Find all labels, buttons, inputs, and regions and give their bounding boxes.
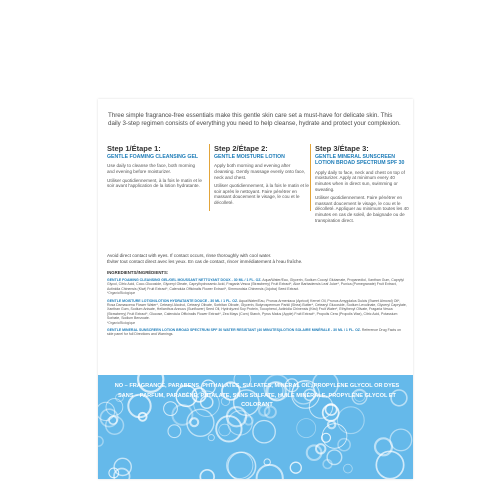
step-1-heading: Step 1/Étape 1: bbox=[107, 144, 161, 153]
claim-en: NO – FRAGRANCE, PARABENS, PHTHALATES, SULFATES, MINERAL OIL, PROPYLENE GLYCOL OR DYES bbox=[114, 383, 400, 389]
bubble bbox=[227, 452, 253, 478]
bubble bbox=[168, 425, 181, 438]
ingredient-product-name: GENTLE MINERAL SUNSCREEN LOTION BROAD SPECTRUM SPF 30 WATER RESISTANT (40 MINUTES)/LOTION SOLAIRE MINÉRALE - 30 ML / 1 FL. OZ. bbox=[107, 328, 361, 333]
bubble bbox=[257, 465, 283, 479]
bubble bbox=[390, 429, 412, 451]
step-3 bbox=[310, 144, 409, 223]
step-1-instructions-fr: Utiliser quotidiennement, à la fois le matin et le soir avant l'application de la lotion hydratante. bbox=[107, 177, 202, 189]
step-2-product: GENTLE MOISTURE LOTION bbox=[214, 154, 285, 160]
step-3-instructions-en: Apply daily to face, neck and chest on top of moisturizer. Apply at minimum every 40 minutes when in direct sun, swimming or sweating. bbox=[315, 169, 405, 192]
free-from-claims bbox=[112, 382, 402, 411]
ingredients-heading: INGREDIENTS/INGRÉDIENTS: bbox=[107, 270, 169, 275]
claim-fr: SANS – PARFUM, PARABÈNE, PHTALATE, SANS SULFATE, HUILE MINÉRALE, PROPYLÈNE GLYCOL ET COLORANT bbox=[118, 392, 396, 408]
step-2-instructions-fr: Utiliser quotidiennement, à la fois le matin et le soir après le nettoyant. Faire pénétrer en massant doucement le visage, le cou et le décolleté. bbox=[214, 183, 309, 205]
step-2 bbox=[209, 144, 310, 211]
bubble bbox=[208, 435, 214, 441]
bubble bbox=[228, 452, 256, 479]
step-1 bbox=[107, 144, 203, 211]
ingredient-note: *Organic/Biologique bbox=[107, 320, 136, 325]
step-3-heading: Step 3/Étape 3: bbox=[315, 144, 369, 153]
intro-text: Three simple fragrance-free essentials make this gentle skin care set a must-have for delicate skin. This daily 3-step regimen consists of everything you need to help cleanse, hydrate and protect your complexion. bbox=[108, 112, 401, 128]
step-3-product: GENTLE MINERAL SUNSCREEN LOTION BROAD SPECTRUM SPF 30 bbox=[315, 154, 405, 167]
bubble bbox=[190, 418, 198, 426]
ingredient-note: *Organic/Biologique bbox=[107, 291, 136, 296]
ingredient-list: Reference Drug Facts on side panel for full Directions and Warnings. bbox=[107, 328, 401, 337]
ingredient-block bbox=[107, 299, 407, 325]
ingredients-section bbox=[107, 270, 407, 340]
bubble bbox=[200, 470, 214, 479]
bubble bbox=[327, 450, 342, 465]
ingredient-list: Aqua/Water/Eau, Glycerin, Sodium Cocoyl Glutamate, Propanediol, Xanthan Gum, Caprylyl Glycol, Citric Acid, Coco-Glucoside, Glyceryl Oleate, Caprylhydroxamic Acid, Fragaria Vesca (Strawberry) Fruit Extract*, Aloe Barbadensis Leaf Juice*, Punica (Pomegranate) Fruit Extract, Actinidia Chinensis (Kiwi) Fruit Extract*, Calendula Officinalis Flower Extract*, Simmondsia Chinensis (Jojoba) Seed Extract. bbox=[107, 278, 404, 291]
package-back-panel bbox=[98, 99, 413, 479]
bubble bbox=[344, 464, 353, 473]
bubble bbox=[290, 462, 301, 473]
bubble bbox=[219, 424, 231, 436]
ingredient-product-name: GENTLE FOAMING CLEANSING GEL/GEL MOUSSANT NETTOYANT DOUX - 30 ML / 1 FL. OZ. bbox=[107, 278, 262, 282]
step-3-instructions-fr: Utiliser quotidiennement. Faire pénétrer en massant doucement le visage, le cou et le décolleté. Appliquer au minimum toutes les 40 minutes en cas de soleil, de baignade ou de transpiration direct. bbox=[315, 195, 409, 223]
warning-en: Avoid direct contact with eyes. If contact occurs, rinse thoroughly with cool water. bbox=[107, 253, 272, 258]
bubble bbox=[98, 437, 103, 447]
warning-fr: Éviter tout contact direct avec les yeux. En cas de contact, rincer immédiatement à l'eau fraîche. bbox=[107, 259, 303, 264]
warnings bbox=[107, 253, 407, 265]
ingredient-list: Aqua/Water/Eau, Prunus Armeniaca (Apricot) Kernel Oil, Prunus Amygdalus Dulcis (Sweet Almond) Oil*, Rosa Damascena Flower Water*, Cetearyl Alcohol, Cetearyl Olivate, Sorbitan Olivate, Glycerin, Butyrospermum Parkii (Shea) Butter*, Cetearyl Glucoside, Sodium Levulinate, Glyceryl Caprylate, Xanthan Gum, Sodium Anisate, Helianthus Annuus (Sunflower) Seed Oil, Hydrolyzed Soy Protein, Tocopherol, Actinidia Chinensis (Kiwi) Fruit Water*, Ethylhexyl Olivate, Fragaria Vesca (Strawberry) Fruit Extract*, Glucose, Calendula Officinalis Flower Extract*, Zea Mays (Corn) Starch, Pyrus Malus (Apple) Fruit Extract*, Propolis Cera (Propolis Wax), Citric Acid, Potassium Sorbate, Sodium Benzoate. bbox=[107, 298, 407, 321]
step-2-heading: Step 2/Étape 2: bbox=[214, 144, 268, 153]
ingredient-block bbox=[107, 278, 407, 296]
bubble bbox=[297, 419, 316, 438]
ingredient-product-name: GENTLE MOISTURE LOTION/LOTION HYDRATANTE DOUCE - 30 ML / 1 FL. OZ. bbox=[107, 298, 239, 303]
bubble bbox=[322, 433, 331, 442]
step-2-instructions-en: Apply both morning and evening after cleansing. Gently massage evenly onto face, neck and chest. bbox=[214, 163, 306, 180]
bubble bbox=[253, 421, 275, 443]
step-1-instructions-en: Use daily to cleanse the face, both morning and evening before moisturizer. bbox=[107, 163, 196, 174]
ingredient-block bbox=[107, 328, 407, 337]
bubble bbox=[338, 439, 350, 451]
bubble bbox=[337, 407, 364, 434]
step-1-product: GENTLE FOAMING CLEANSING GEL bbox=[107, 154, 199, 160]
